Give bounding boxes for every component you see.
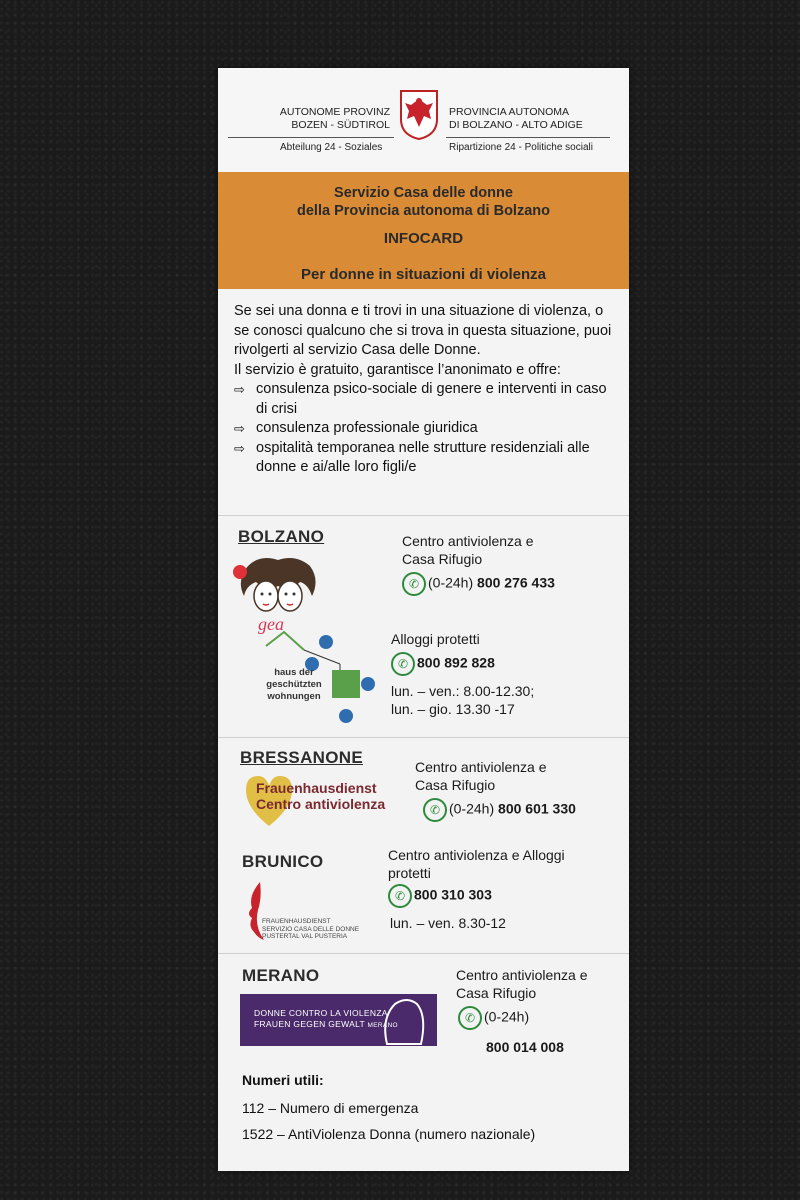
bolzano-service2-phone-line: [391, 652, 495, 676]
national-number: 1522 – AntiViolenza Donna (numero nazionale): [242, 1126, 536, 1142]
brunico-service-label: Centro antiviolenza e Alloggi protetti: [388, 847, 565, 881]
coat-of-arms-icon: [399, 89, 439, 141]
header-left-line1: AUTONOME PROVINZ: [279, 106, 390, 118]
header-left-title: [238, 106, 390, 132]
phone-icon: ✆: [458, 1006, 482, 1030]
phone-number[interactable]: 800 892 828: [417, 654, 495, 671]
banner-line2: della Provincia autonoma di Bolzano: [297, 203, 550, 219]
bullet-text: consulenza professionale giuridica: [256, 420, 478, 436]
header-right-title: [449, 106, 619, 132]
merano-phone-line: [458, 1006, 529, 1030]
intro-text: [234, 302, 619, 478]
gea-logo-icon: [230, 552, 325, 634]
header-right-subtitle: Ripartizione 24 - Politiche sociali: [449, 142, 593, 153]
banner-service-name: [218, 184, 629, 220]
city-title: BRESSANONE: [240, 748, 363, 767]
bolzano-service2-label: Alloggi protetti: [391, 631, 480, 647]
frauenhaus-logo-text: [256, 780, 385, 812]
section-bressanone: [218, 737, 629, 839]
header-left-line2: BOZEN - SÜDTIROL: [291, 119, 390, 131]
brunico-phone-line: [388, 884, 492, 908]
bullet-text: ospitalità temporanea nelle strutture residenziali alle donne e ai/alle loro figli/e: [256, 439, 590, 475]
service-hours: (0-24h): [484, 1008, 530, 1025]
header-right-divider: [446, 137, 610, 138]
header-right-line1: PROVINCIA AUTONOMA: [449, 106, 569, 118]
service-hours: (0-24h): [428, 574, 474, 591]
brunico-logo-text: [262, 918, 359, 941]
header-right-line2: DI BOLZANO - ALTO ADIGE: [449, 119, 583, 131]
infocard: [218, 68, 629, 1170]
bolzano-service1-phone-line: [402, 572, 555, 596]
merano-logo: [240, 994, 437, 1046]
service-hours: (0-24h): [449, 800, 495, 817]
logo-line: FRAUENHAUSDIENST: [262, 918, 331, 925]
phone-icon: ✆: [402, 572, 426, 596]
phone-icon: ✆: [388, 884, 412, 908]
banner-title: INFOCARD: [383, 230, 464, 247]
phone-icon: ✆: [391, 652, 415, 676]
city-title: BRUNICO: [242, 852, 324, 871]
service-bullet: [234, 439, 619, 478]
banner-line1: Servizio Casa delle donne: [334, 185, 513, 201]
merano-logo-text: [254, 1008, 398, 1031]
haus-logo-line: haus der: [274, 667, 314, 678]
title-banner: [218, 172, 629, 289]
useful-numbers-title: Numeri utili:: [242, 1072, 324, 1088]
bressanone-phone-line: [423, 798, 576, 822]
city-title: BOLZANO: [238, 527, 325, 546]
logo-line: Frauenhausdienst: [256, 780, 377, 796]
logo-line: PUSTERTAL VAL PUSTERIA: [262, 933, 348, 940]
service-bullet: [234, 380, 619, 419]
logo-line: FRAUEN GEGEN GEWALT: [254, 1019, 365, 1029]
header-left-divider: [228, 137, 394, 138]
arrow-icon: ⇨: [234, 382, 245, 397]
section-bolzano: [218, 515, 629, 738]
bolzano-service1-label: Centro antiviolenza e Casa Rifugio: [402, 533, 534, 567]
arrow-icon: ⇨: [234, 440, 245, 456]
phone-number[interactable]: 800 276 433: [477, 574, 555, 591]
header-left-subtitle: Abteilung 24 - Soziales: [280, 142, 383, 153]
card-header: [218, 68, 629, 172]
phone-number[interactable]: 800 310 303: [414, 886, 492, 903]
logo-line: DONNE CONTRO LA VIOLENZA: [254, 1008, 388, 1018]
bressanone-service-label: Centro antiviolenza e Casa Rifugio: [415, 759, 547, 793]
section-brunico: [218, 838, 629, 953]
service-bullet: [234, 419, 619, 439]
service-hours: lun. – gio. 13.30 -17: [391, 701, 515, 717]
haus-logo-line: wohnungen: [267, 691, 321, 702]
arrow-icon: ⇨: [234, 421, 245, 436]
logo-line: SERVIZIO CASA DELLE DONNE: [262, 925, 360, 933]
service-hours: lun. – ven. 8.30-12: [390, 915, 506, 931]
phone-number[interactable]: 800 601 330: [498, 800, 576, 817]
gea-logo-text: gea: [258, 614, 284, 634]
section-merano: [218, 953, 629, 1171]
merano-service-label: Centro antiviolenza e Casa Rifugio: [456, 967, 588, 1001]
phone-icon: ✆: [423, 798, 447, 822]
haus-logo-text: [258, 667, 330, 703]
bullet-text: consulenza psico-sociale di genere e interventi in caso di crisi: [256, 381, 607, 417]
logo-line: Centro antiviolenza: [256, 796, 386, 812]
banner-subtitle: Per donne in situazioni di violenza: [300, 266, 547, 283]
logo-line: MERANO: [367, 1022, 398, 1029]
phone-number[interactable]: 800 014 008: [486, 1039, 564, 1055]
haus-logo-line: geschützten: [266, 679, 322, 690]
city-title: MERANO: [242, 966, 320, 985]
intro-paragraph: Se sei una donna e ti trovi in una situazione di violenza, o se conosci qualcuno che si trova in questa situazione, puoi rivolgerti al servizio Casa delle Donne.: [234, 303, 612, 358]
emergency-number: 112 – Numero di emergenza: [242, 1100, 419, 1116]
intro-services-lead: Il servizio è gratuito, garantisce l’anonimato e offre:: [234, 361, 561, 378]
service-hours: lun. – ven.: 8.00-12.30;: [391, 683, 535, 699]
